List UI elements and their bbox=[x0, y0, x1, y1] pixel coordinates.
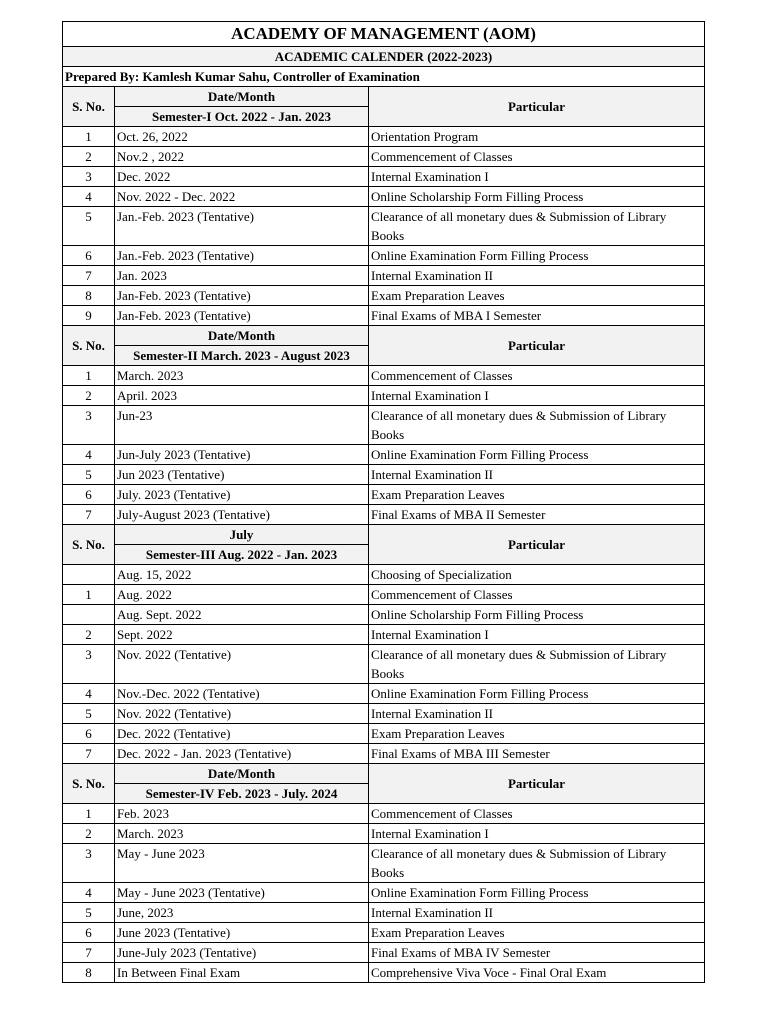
date-cell: Nov. 2022 (Tentative) bbox=[115, 704, 369, 724]
semester-title: Semester-II March. 2023 - August 2023 bbox=[115, 346, 369, 366]
date-cell: March. 2023 bbox=[115, 824, 369, 844]
serial-number-cell: 5 bbox=[63, 704, 115, 724]
serial-number-cell: 6 bbox=[63, 724, 115, 744]
serial-number-cell: 8 bbox=[63, 963, 115, 983]
table-row bbox=[63, 485, 705, 505]
date-cell: April. 2023 bbox=[115, 386, 369, 406]
table-row bbox=[63, 804, 705, 824]
date-cell: Jan. 2023 bbox=[115, 266, 369, 286]
particular-cell: Online Examination Form Filling Process bbox=[369, 445, 705, 465]
serial-number-cell: 6 bbox=[63, 485, 115, 505]
serial-number-cell: 2 bbox=[63, 625, 115, 645]
serial-number-cell: 1 bbox=[63, 804, 115, 824]
sno-column-header: S. No. bbox=[63, 326, 115, 366]
serial-number-cell: 1 bbox=[63, 585, 115, 605]
particular-cell: Final Exams of MBA II Semester bbox=[369, 505, 705, 525]
serial-number-cell: 4 bbox=[63, 883, 115, 903]
date-cell: Dec. 2022 - Jan. 2023 (Tentative) bbox=[115, 744, 369, 764]
serial-number-cell bbox=[63, 605, 115, 625]
table-row bbox=[63, 505, 705, 525]
date-cell: Jun-23 bbox=[115, 406, 369, 445]
particular-cell: Comprehensive Viva Voce - Final Oral Exam bbox=[369, 963, 705, 983]
date-cell: Jan.-Feb. 2023 (Tentative) bbox=[115, 246, 369, 266]
date-month-header: July bbox=[115, 525, 369, 545]
date-cell: Nov. 2022 (Tentative) bbox=[115, 645, 369, 684]
subtitle-row bbox=[63, 47, 705, 67]
serial-number-cell: 6 bbox=[63, 246, 115, 266]
date-cell: Jan-Feb. 2023 (Tentative) bbox=[115, 286, 369, 306]
particular-cell: Internal Examination II bbox=[369, 465, 705, 485]
particular-cell: Online Examination Form Filling Process bbox=[369, 883, 705, 903]
table-row bbox=[63, 167, 705, 187]
particular-cell: Exam Preparation Leaves bbox=[369, 923, 705, 943]
date-cell: Dec. 2022 (Tentative) bbox=[115, 724, 369, 744]
table-row bbox=[63, 306, 705, 326]
section-header-row bbox=[63, 326, 705, 346]
table-row bbox=[63, 923, 705, 943]
particular-cell: Internal Examination II bbox=[369, 903, 705, 923]
serial-number-cell: 2 bbox=[63, 824, 115, 844]
serial-number-cell: 7 bbox=[63, 744, 115, 764]
table-row bbox=[63, 465, 705, 485]
serial-number-cell: 7 bbox=[63, 266, 115, 286]
particular-cell: Exam Preparation Leaves bbox=[369, 724, 705, 744]
table-row bbox=[63, 943, 705, 963]
particular-cell: Clearance of all monetary dues & Submission of Library Books bbox=[369, 844, 705, 883]
serial-number-cell: 4 bbox=[63, 684, 115, 704]
date-cell: Jun 2023 (Tentative) bbox=[115, 465, 369, 485]
prepared-by-row bbox=[63, 67, 705, 87]
table-row bbox=[63, 963, 705, 983]
particular-cell: Online Examination Form Filling Process bbox=[369, 246, 705, 266]
title-row bbox=[63, 22, 705, 47]
serial-number-cell: 7 bbox=[63, 505, 115, 525]
table-row bbox=[63, 844, 705, 883]
table-row bbox=[63, 903, 705, 923]
particular-cell: Online Scholarship Form Filling Process bbox=[369, 187, 705, 207]
particular-column-header: Particular bbox=[369, 326, 705, 366]
section-header-row bbox=[63, 525, 705, 545]
semester-title: Semester-III Aug. 2022 - Jan. 2023 bbox=[115, 545, 369, 565]
date-cell: Dec. 2022 bbox=[115, 167, 369, 187]
date-cell: July. 2023 (Tentative) bbox=[115, 485, 369, 505]
serial-number-cell: 1 bbox=[63, 366, 115, 386]
particular-cell: Internal Examination I bbox=[369, 386, 705, 406]
date-cell: Jan-Feb. 2023 (Tentative) bbox=[115, 306, 369, 326]
serial-number-cell: 3 bbox=[63, 645, 115, 684]
particular-cell: Internal Examination I bbox=[369, 824, 705, 844]
table-row bbox=[63, 207, 705, 246]
particular-cell: Commencement of Classes bbox=[369, 585, 705, 605]
date-cell: Feb. 2023 bbox=[115, 804, 369, 824]
semester-title: Semester-I Oct. 2022 - Jan. 2023 bbox=[115, 107, 369, 127]
serial-number-cell: 7 bbox=[63, 943, 115, 963]
serial-number-cell: 5 bbox=[63, 207, 115, 246]
section-header-row bbox=[63, 764, 705, 784]
serial-number-cell: 9 bbox=[63, 306, 115, 326]
serial-number-cell bbox=[63, 565, 115, 585]
particular-cell: Commencement of Classes bbox=[369, 366, 705, 386]
table-row bbox=[63, 147, 705, 167]
particular-cell: Internal Examination I bbox=[369, 167, 705, 187]
serial-number-cell: 5 bbox=[63, 465, 115, 485]
sno-column-header: S. No. bbox=[63, 525, 115, 565]
particular-cell: Final Exams of MBA I Semester bbox=[369, 306, 705, 326]
particular-column-header: Particular bbox=[369, 87, 705, 127]
date-cell: Nov. 2022 - Dec. 2022 bbox=[115, 187, 369, 207]
date-cell: March. 2023 bbox=[115, 366, 369, 386]
particular-cell: Commencement of Classes bbox=[369, 147, 705, 167]
date-cell: Jan.-Feb. 2023 (Tentative) bbox=[115, 207, 369, 246]
table-row bbox=[63, 883, 705, 903]
date-cell: Aug. 15, 2022 bbox=[115, 565, 369, 585]
date-cell: Nov.2 , 2022 bbox=[115, 147, 369, 167]
table-row bbox=[63, 605, 705, 625]
table-row bbox=[63, 565, 705, 585]
table-row bbox=[63, 824, 705, 844]
date-cell: Nov.-Dec. 2022 (Tentative) bbox=[115, 684, 369, 704]
particular-cell: Internal Examination II bbox=[369, 704, 705, 724]
serial-number-cell: 5 bbox=[63, 903, 115, 923]
academic-calendar-table bbox=[62, 21, 705, 983]
particular-cell: Final Exams of MBA IV Semester bbox=[369, 943, 705, 963]
table-row bbox=[63, 246, 705, 266]
serial-number-cell: 3 bbox=[63, 167, 115, 187]
particular-cell: Online Examination Form Filling Process bbox=[369, 684, 705, 704]
particular-column-header: Particular bbox=[369, 764, 705, 804]
date-cell: Jun-July 2023 (Tentative) bbox=[115, 445, 369, 465]
semester-title: Semester-IV Feb. 2023 - July. 2024 bbox=[115, 784, 369, 804]
table-row bbox=[63, 445, 705, 465]
particular-column-header: Particular bbox=[369, 525, 705, 565]
date-month-header: Date/Month bbox=[115, 326, 369, 346]
particular-cell: Choosing of Specialization bbox=[369, 565, 705, 585]
table-row bbox=[63, 704, 705, 724]
date-cell: June-July 2023 (Tentative) bbox=[115, 943, 369, 963]
document-title: ACADEMY OF MANAGEMENT (AOM) bbox=[63, 22, 705, 47]
table-row bbox=[63, 645, 705, 684]
table-row bbox=[63, 406, 705, 445]
particular-cell: Orientation Program bbox=[369, 127, 705, 147]
date-month-header: Date/Month bbox=[115, 764, 369, 784]
serial-number-cell: 2 bbox=[63, 147, 115, 167]
particular-cell: Exam Preparation Leaves bbox=[369, 286, 705, 306]
table-row bbox=[63, 724, 705, 744]
date-cell: Oct. 26, 2022 bbox=[115, 127, 369, 147]
table-row bbox=[63, 625, 705, 645]
date-cell: July-August 2023 (Tentative) bbox=[115, 505, 369, 525]
sno-column-header: S. No. bbox=[63, 87, 115, 127]
table-row bbox=[63, 684, 705, 704]
particular-cell: Clearance of all monetary dues & Submission of Library Books bbox=[369, 207, 705, 246]
particular-cell: Internal Examination I bbox=[369, 625, 705, 645]
serial-number-cell: 3 bbox=[63, 844, 115, 883]
table-row bbox=[63, 187, 705, 207]
table-row bbox=[63, 386, 705, 406]
particular-cell: Final Exams of MBA III Semester bbox=[369, 744, 705, 764]
table-row bbox=[63, 366, 705, 386]
sno-column-header: S. No. bbox=[63, 764, 115, 804]
serial-number-cell: 4 bbox=[63, 187, 115, 207]
serial-number-cell: 2 bbox=[63, 386, 115, 406]
particular-cell: Internal Examination II bbox=[369, 266, 705, 286]
date-cell: June 2023 (Tentative) bbox=[115, 923, 369, 943]
serial-number-cell: 3 bbox=[63, 406, 115, 445]
date-month-header: Date/Month bbox=[115, 87, 369, 107]
particular-cell: Online Scholarship Form Filling Process bbox=[369, 605, 705, 625]
section-header-row bbox=[63, 87, 705, 107]
table-row bbox=[63, 127, 705, 147]
date-cell: In Between Final Exam bbox=[115, 963, 369, 983]
serial-number-cell: 4 bbox=[63, 445, 115, 465]
serial-number-cell: 1 bbox=[63, 127, 115, 147]
particular-cell: Clearance of all monetary dues & Submission of Library Books bbox=[369, 645, 705, 684]
date-cell: Sept. 2022 bbox=[115, 625, 369, 645]
document-subtitle: ACADEMIC CALENDER (2022-2023) bbox=[63, 47, 705, 67]
table-row bbox=[63, 286, 705, 306]
serial-number-cell: 6 bbox=[63, 923, 115, 943]
serial-number-cell: 8 bbox=[63, 286, 115, 306]
table-row bbox=[63, 266, 705, 286]
date-cell: May - June 2023 (Tentative) bbox=[115, 883, 369, 903]
date-cell: June, 2023 bbox=[115, 903, 369, 923]
particular-cell: Clearance of all monetary dues & Submission of Library Books bbox=[369, 406, 705, 445]
date-cell: Aug. Sept. 2022 bbox=[115, 605, 369, 625]
table-row bbox=[63, 744, 705, 764]
particular-cell: Commencement of Classes bbox=[369, 804, 705, 824]
date-cell: Aug. 2022 bbox=[115, 585, 369, 605]
particular-cell: Exam Preparation Leaves bbox=[369, 485, 705, 505]
table-row bbox=[63, 585, 705, 605]
prepared-by: Prepared By: Kamlesh Kumar Sahu, Controller of Examination bbox=[63, 67, 705, 87]
date-cell: May - June 2023 bbox=[115, 844, 369, 883]
